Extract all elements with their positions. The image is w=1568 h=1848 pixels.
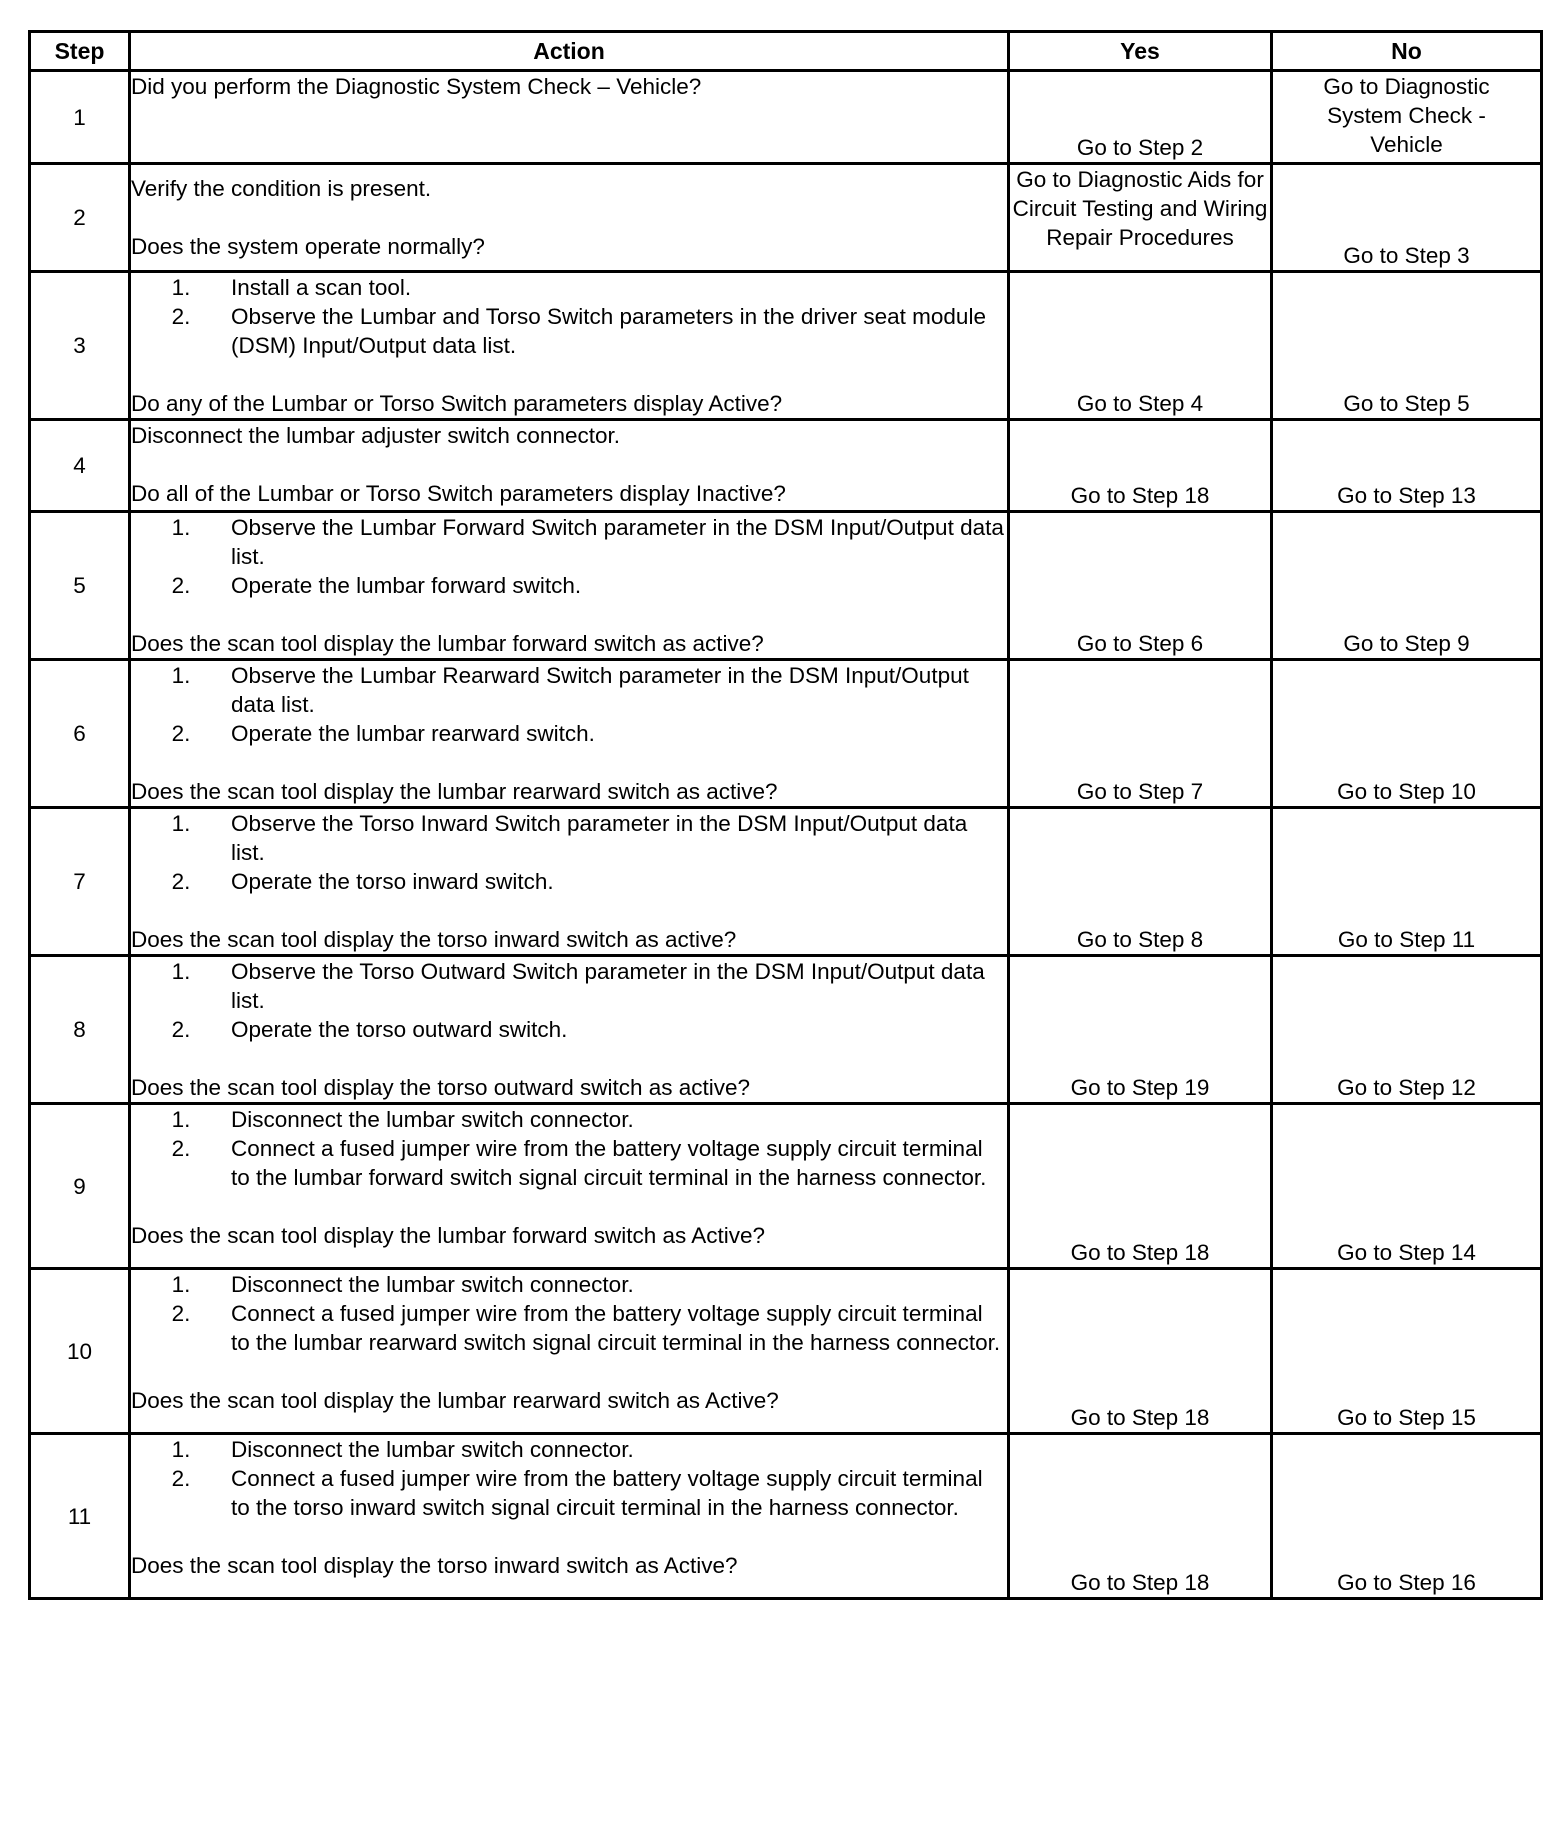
header-no: No bbox=[1272, 32, 1542, 71]
step-number: 3 bbox=[30, 272, 130, 420]
action-question: Does the scan tool display the torso inward switch as Active? bbox=[131, 1553, 738, 1578]
action-cell bbox=[130, 512, 1009, 660]
list-item bbox=[131, 867, 1007, 896]
list-item bbox=[131, 1015, 1007, 1044]
table-row bbox=[30, 1104, 1542, 1269]
item-text: Install a scan tool. bbox=[231, 275, 412, 300]
instruction-list bbox=[131, 957, 1007, 1044]
item-text: Operate the torso outward switch. bbox=[231, 1017, 568, 1042]
no-result: Go to Diagnostic System Check - Vehicle bbox=[1272, 71, 1542, 164]
yes-result: Go to Step 4 bbox=[1009, 272, 1272, 420]
header-row bbox=[30, 32, 1542, 71]
item-number: 2. bbox=[171, 1017, 191, 1042]
no-result: Go to Step 10 bbox=[1272, 660, 1542, 808]
item-number: 1. bbox=[171, 663, 191, 688]
action-cell bbox=[130, 660, 1009, 808]
no-result: Go to Step 13 bbox=[1272, 420, 1542, 512]
yes-result: Go to Step 7 bbox=[1009, 660, 1272, 808]
yes-result: Go to Step 18 bbox=[1009, 1434, 1272, 1599]
list-item bbox=[131, 302, 1007, 360]
item-number: 1. bbox=[171, 959, 191, 984]
yes-result: Go to Step 18 bbox=[1009, 1104, 1272, 1269]
item-number: 1. bbox=[171, 515, 191, 540]
action-cell bbox=[130, 808, 1009, 956]
yes-result: Go to Step 18 bbox=[1009, 1269, 1272, 1434]
table-row bbox=[30, 164, 1542, 272]
item-text: Connect a fused jumper wire from the battery voltage supply circuit terminal to the torso inward switch signal circuit terminal in the harness connector. bbox=[231, 1466, 983, 1520]
instruction-list bbox=[131, 1105, 1007, 1192]
step-number: 1 bbox=[30, 71, 130, 164]
item-text: Observe the Lumbar Forward Switch parameter in the DSM Input/Output data list. bbox=[231, 515, 1004, 569]
instruction-list bbox=[131, 809, 1007, 896]
action-statement: Did you perform the Diagnostic System Check – Vehicle? bbox=[131, 74, 702, 99]
list-item bbox=[131, 571, 1007, 600]
no-result: Go to Step 11 bbox=[1272, 808, 1542, 956]
action-cell bbox=[130, 420, 1009, 512]
action-statement: Verify the condition is present. bbox=[131, 176, 432, 201]
header-step: Step bbox=[30, 32, 130, 71]
item-text: Operate the lumbar forward switch. bbox=[231, 573, 582, 598]
list-item bbox=[131, 1270, 1007, 1299]
list-item bbox=[131, 719, 1007, 748]
list-item bbox=[131, 957, 1007, 1015]
action-cell bbox=[130, 1269, 1009, 1434]
instruction-list bbox=[131, 1435, 1007, 1522]
action-cell bbox=[130, 956, 1009, 1104]
yes-result: Go to Step 8 bbox=[1009, 808, 1272, 956]
list-item bbox=[131, 1134, 1007, 1192]
list-item bbox=[131, 1299, 1007, 1357]
action-question: Does the scan tool display the torso outward switch as active? bbox=[131, 1075, 751, 1100]
item-text: Operate the lumbar rearward switch. bbox=[231, 721, 595, 746]
table-row bbox=[30, 272, 1542, 420]
header-yes: Yes bbox=[1009, 32, 1272, 71]
item-number: 1. bbox=[171, 1107, 191, 1132]
list-item bbox=[131, 1464, 1007, 1522]
action-cell bbox=[130, 1104, 1009, 1269]
table-row bbox=[30, 956, 1542, 1104]
table-row bbox=[30, 808, 1542, 956]
list-item bbox=[131, 661, 1007, 719]
instruction-list bbox=[131, 513, 1007, 600]
item-number: 2. bbox=[171, 1301, 191, 1326]
item-number: 1. bbox=[171, 275, 191, 300]
item-number: 2. bbox=[171, 1136, 191, 1161]
action-question: Does the scan tool display the lumbar forward switch as active? bbox=[131, 631, 764, 656]
step-number: 5 bbox=[30, 512, 130, 660]
action-statement: Disconnect the lumbar adjuster switch connector. bbox=[131, 423, 620, 448]
action-question: Does the scan tool display the lumbar forward switch as Active? bbox=[131, 1223, 766, 1248]
yes-result: Go to Step 6 bbox=[1009, 512, 1272, 660]
item-text: Operate the torso inward switch. bbox=[231, 869, 554, 894]
yes-result: Go to Step 2 bbox=[1009, 71, 1272, 164]
item-text: Connect a fused jumper wire from the battery voltage supply circuit terminal to the lumbar rearward switch signal circuit terminal in the harness connector. bbox=[231, 1301, 1001, 1355]
action-cell bbox=[130, 71, 1009, 164]
step-number: 7 bbox=[30, 808, 130, 956]
no-result: Go to Step 16 bbox=[1272, 1434, 1542, 1599]
step-number: 10 bbox=[30, 1269, 130, 1434]
action-cell bbox=[130, 164, 1009, 272]
item-number: 1. bbox=[171, 811, 191, 836]
item-number: 2. bbox=[171, 304, 191, 329]
table-row bbox=[30, 71, 1542, 164]
item-text: Observe the Torso Inward Switch parameter in the DSM Input/Output data list. bbox=[231, 811, 968, 865]
action-question: Does the scan tool display the lumbar rearward switch as active? bbox=[131, 779, 778, 804]
yes-result: Go to Diagnostic Aids for Circuit Testing and Wiring Repair Procedures bbox=[1009, 164, 1272, 272]
no-result: Go to Step 14 bbox=[1272, 1104, 1542, 1269]
diagnostic-table bbox=[28, 30, 1543, 1600]
list-item bbox=[131, 513, 1007, 571]
item-number: 1. bbox=[171, 1437, 191, 1462]
action-question: Does the scan tool display the torso inward switch as active? bbox=[131, 927, 737, 952]
no-result: Go to Step 12 bbox=[1272, 956, 1542, 1104]
item-text: Connect a fused jumper wire from the battery voltage supply circuit terminal to the lumbar forward switch signal circuit terminal in the harness connector. bbox=[231, 1136, 987, 1190]
no-result: Go to Step 9 bbox=[1272, 512, 1542, 660]
table-row bbox=[30, 1434, 1542, 1599]
yes-result: Go to Step 18 bbox=[1009, 420, 1272, 512]
header-action: Action bbox=[130, 32, 1009, 71]
item-number: 2. bbox=[171, 721, 191, 746]
action-cell bbox=[130, 272, 1009, 420]
yes-result: Go to Step 19 bbox=[1009, 956, 1272, 1104]
step-number: 4 bbox=[30, 420, 130, 512]
table-row bbox=[30, 512, 1542, 660]
instruction-list bbox=[131, 661, 1007, 748]
item-number: 1. bbox=[171, 1272, 191, 1297]
step-number: 6 bbox=[30, 660, 130, 808]
action-cell bbox=[130, 1434, 1009, 1599]
action-question: Does the scan tool display the lumbar rearward switch as Active? bbox=[131, 1388, 779, 1413]
no-result: Go to Step 15 bbox=[1272, 1269, 1542, 1434]
item-number: 2. bbox=[171, 573, 191, 598]
item-text: Disconnect the lumbar switch connector. bbox=[231, 1107, 634, 1132]
list-item bbox=[131, 809, 1007, 867]
table-row bbox=[30, 1269, 1542, 1434]
instruction-list bbox=[131, 1270, 1007, 1357]
no-result: Go to Step 5 bbox=[1272, 272, 1542, 420]
action-question: Do all of the Lumbar or Torso Switch parameters display Inactive? bbox=[131, 481, 786, 506]
no-result: Go to Step 3 bbox=[1272, 164, 1542, 272]
list-item bbox=[131, 273, 1007, 302]
item-text: Observe the Torso Outward Switch parameter in the DSM Input/Output data list. bbox=[231, 959, 985, 1013]
step-number: 11 bbox=[30, 1434, 130, 1599]
step-number: 9 bbox=[30, 1104, 130, 1269]
table-row bbox=[30, 660, 1542, 808]
instruction-list bbox=[131, 273, 1007, 360]
item-text: Disconnect the lumbar switch connector. bbox=[231, 1272, 634, 1297]
list-item bbox=[131, 1435, 1007, 1464]
action-question: Does the system operate normally? bbox=[131, 234, 485, 259]
item-text: Observe the Lumbar Rearward Switch parameter in the DSM Input/Output data list. bbox=[231, 663, 969, 717]
step-number: 8 bbox=[30, 956, 130, 1104]
item-number: 2. bbox=[171, 1466, 191, 1491]
action-question: Do any of the Lumbar or Torso Switch parameters display Active? bbox=[131, 391, 783, 416]
step-number: 2 bbox=[30, 164, 130, 272]
item-text: Disconnect the lumbar switch connector. bbox=[231, 1437, 634, 1462]
list-item bbox=[131, 1105, 1007, 1134]
table-row bbox=[30, 420, 1542, 512]
item-number: 2. bbox=[171, 869, 191, 894]
item-text: Observe the Lumbar and Torso Switch parameters in the driver seat module (DSM) Input/Output data list. bbox=[231, 304, 986, 358]
